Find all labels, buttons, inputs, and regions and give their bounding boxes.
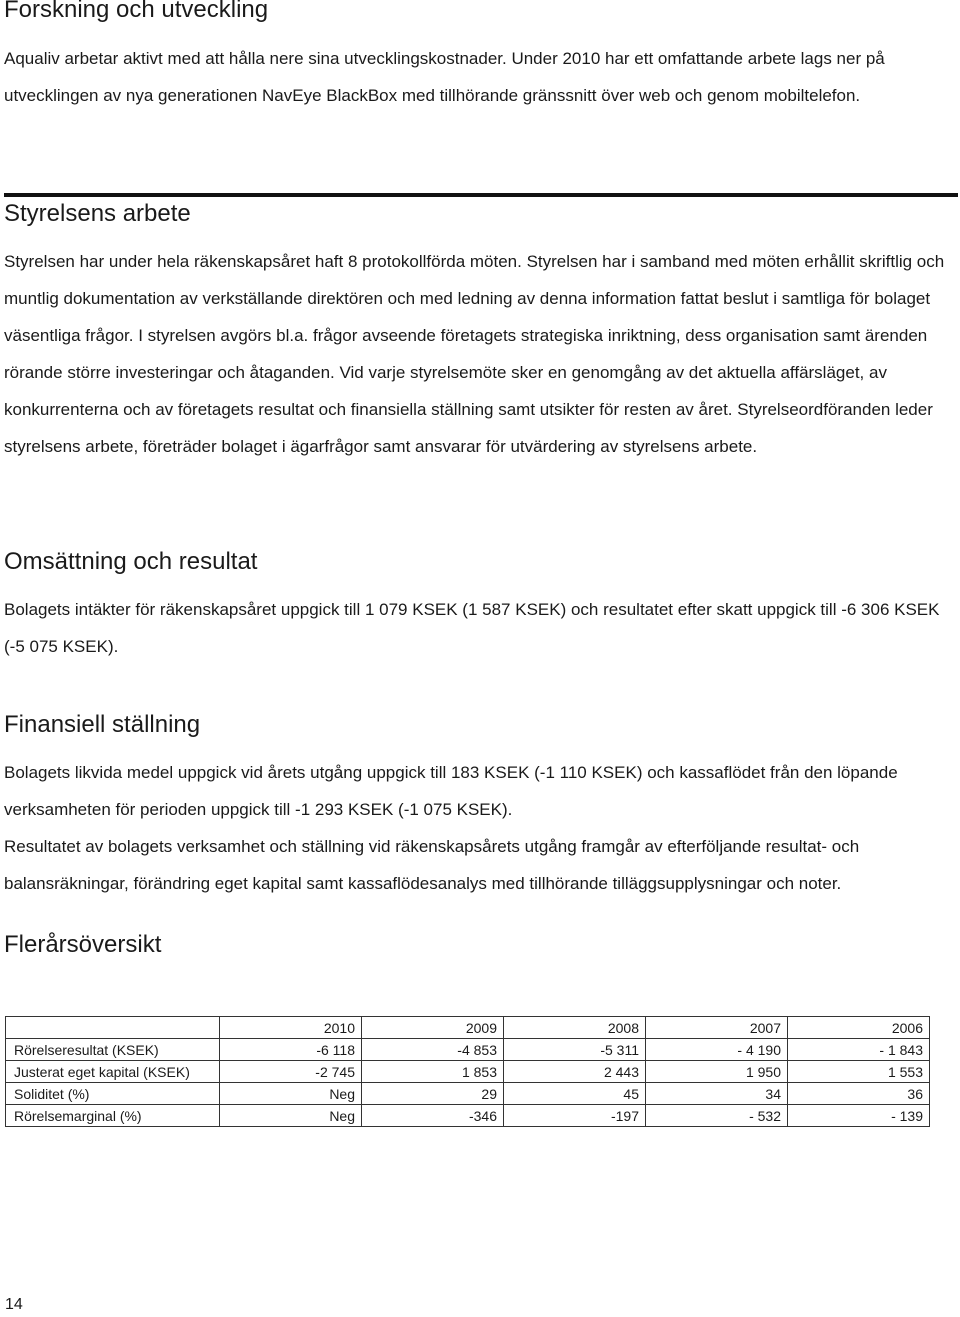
table-header-row	[6, 1017, 930, 1039]
section-divider	[4, 193, 958, 197]
table-cell: - 139	[788, 1105, 930, 1127]
heading-finansiell-stallning: Finansiell ställning	[4, 711, 201, 738]
table-row-label: Soliditet (%)	[6, 1083, 220, 1105]
table-cell: 1 853	[362, 1061, 504, 1083]
heading-styrelsens-arbete: Styrelsens arbete	[4, 200, 191, 227]
table-cell: -346	[362, 1105, 504, 1127]
table-cell: 1 553	[788, 1061, 930, 1083]
table-cell: 2 443	[504, 1061, 646, 1083]
table-row-label: Justerat eget kapital (KSEK)	[6, 1061, 220, 1083]
table-row-label: Rörelseresultat (KSEK)	[6, 1039, 220, 1061]
paragraph-finansiell-2: Resultatet av bolagets verksamhet och ställning vid räkenskapsårets utgång framgår av efterföljande resultat- och balansräkningar, förändring eget kapital samt kassaflödesanalys med tillhörande tilläggsupplysningar och noter.	[4, 837, 860, 893]
table-header-cell: 2007	[646, 1017, 788, 1039]
table-cell: -197	[504, 1105, 646, 1127]
table-header-cell: 2010	[220, 1017, 362, 1039]
paragraph-omsattning: Bolagets intäkter för räkenskapsåret uppgick till 1 079 KSEK (1 587 KSEK) och resultatet efter skatt uppgick till -6 306 KSEK (-5 075 KSEK).	[4, 600, 940, 656]
table-cell: 45	[504, 1083, 646, 1105]
table-row	[6, 1105, 930, 1127]
table-cell: 1 950	[646, 1061, 788, 1083]
table-row	[6, 1061, 930, 1083]
table-cell: - 532	[646, 1105, 788, 1127]
table-row	[6, 1083, 930, 1105]
table-cell: 36	[788, 1083, 930, 1105]
heading-omsattning: Omsättning och resultat	[4, 548, 258, 575]
table-header-cell: 2008	[504, 1017, 646, 1039]
table-row	[6, 1039, 930, 1061]
page-number: 14	[5, 1296, 23, 1313]
table-row-label: Rörelsemarginal (%)	[6, 1105, 220, 1127]
table-cell: 34	[646, 1083, 788, 1105]
table-cell: Neg	[220, 1105, 362, 1127]
heading-flerarsoversikt: Flerårsöversikt	[4, 931, 162, 958]
table-header-cell: 2006	[788, 1017, 930, 1039]
table-cell	[6, 1017, 220, 1039]
table-cell: -5 311	[504, 1039, 646, 1061]
flerarsoversikt-table	[5, 1016, 930, 1127]
table-cell: -6 118	[220, 1039, 362, 1061]
table-cell: - 4 190	[646, 1039, 788, 1061]
table-cell: - 1 843	[788, 1039, 930, 1061]
table-header-cell: 2009	[362, 1017, 504, 1039]
table-cell: Neg	[220, 1083, 362, 1105]
paragraph-finansiell-1: Bolagets likvida medel uppgick vid årets utgång uppgick till 183 KSEK (-1 110 KSEK) och kassaflödet från den löpande verksamheten för perioden uppgick till -1 293 KSEK (-1 075 KSEK).	[4, 763, 898, 819]
paragraph-forskning: Aqualiv arbetar aktivt med att hålla nere sina utvecklingskostnader. Under 2010 har ett omfattande arbete lags ner på utvecklingen av nya generationen NavEye BlackBox med tillhörande gränssnitt över web och genom mobiltelefon.	[4, 49, 885, 105]
table-cell: 29	[362, 1083, 504, 1105]
table-cell: -2 745	[220, 1061, 362, 1083]
paragraph-styrelsens-arbete: Styrelsen har under hela räkenskapsåret haft 8 protokollförda möten. Styrelsen har i samband med möten erhållit skriftlig och muntlig dokumentation av verkställande direktören och med ledning av denna information fattat beslut i samtliga för bolaget väsentliga frågor. I styrelsen avgörs bl.a. frågor avseende företagets strategiska inriktning, dess organisation samt ärenden rörande större investeringar och åtaganden. Vid varje styrelsemöte sker en genomgång av det aktuella affärsläget, av konkurrenterna och av företagets resultat och finansiella ställning samt utsikter för resten av året. Styrelseordföranden leder styrelsens arbete, företräder bolaget i ägarfrågor samt ansvarar för utvärdering av styrelsens arbete.	[4, 252, 945, 456]
table-cell: -4 853	[362, 1039, 504, 1061]
heading-forskning: Forskning och utveckling	[4, 0, 269, 23]
